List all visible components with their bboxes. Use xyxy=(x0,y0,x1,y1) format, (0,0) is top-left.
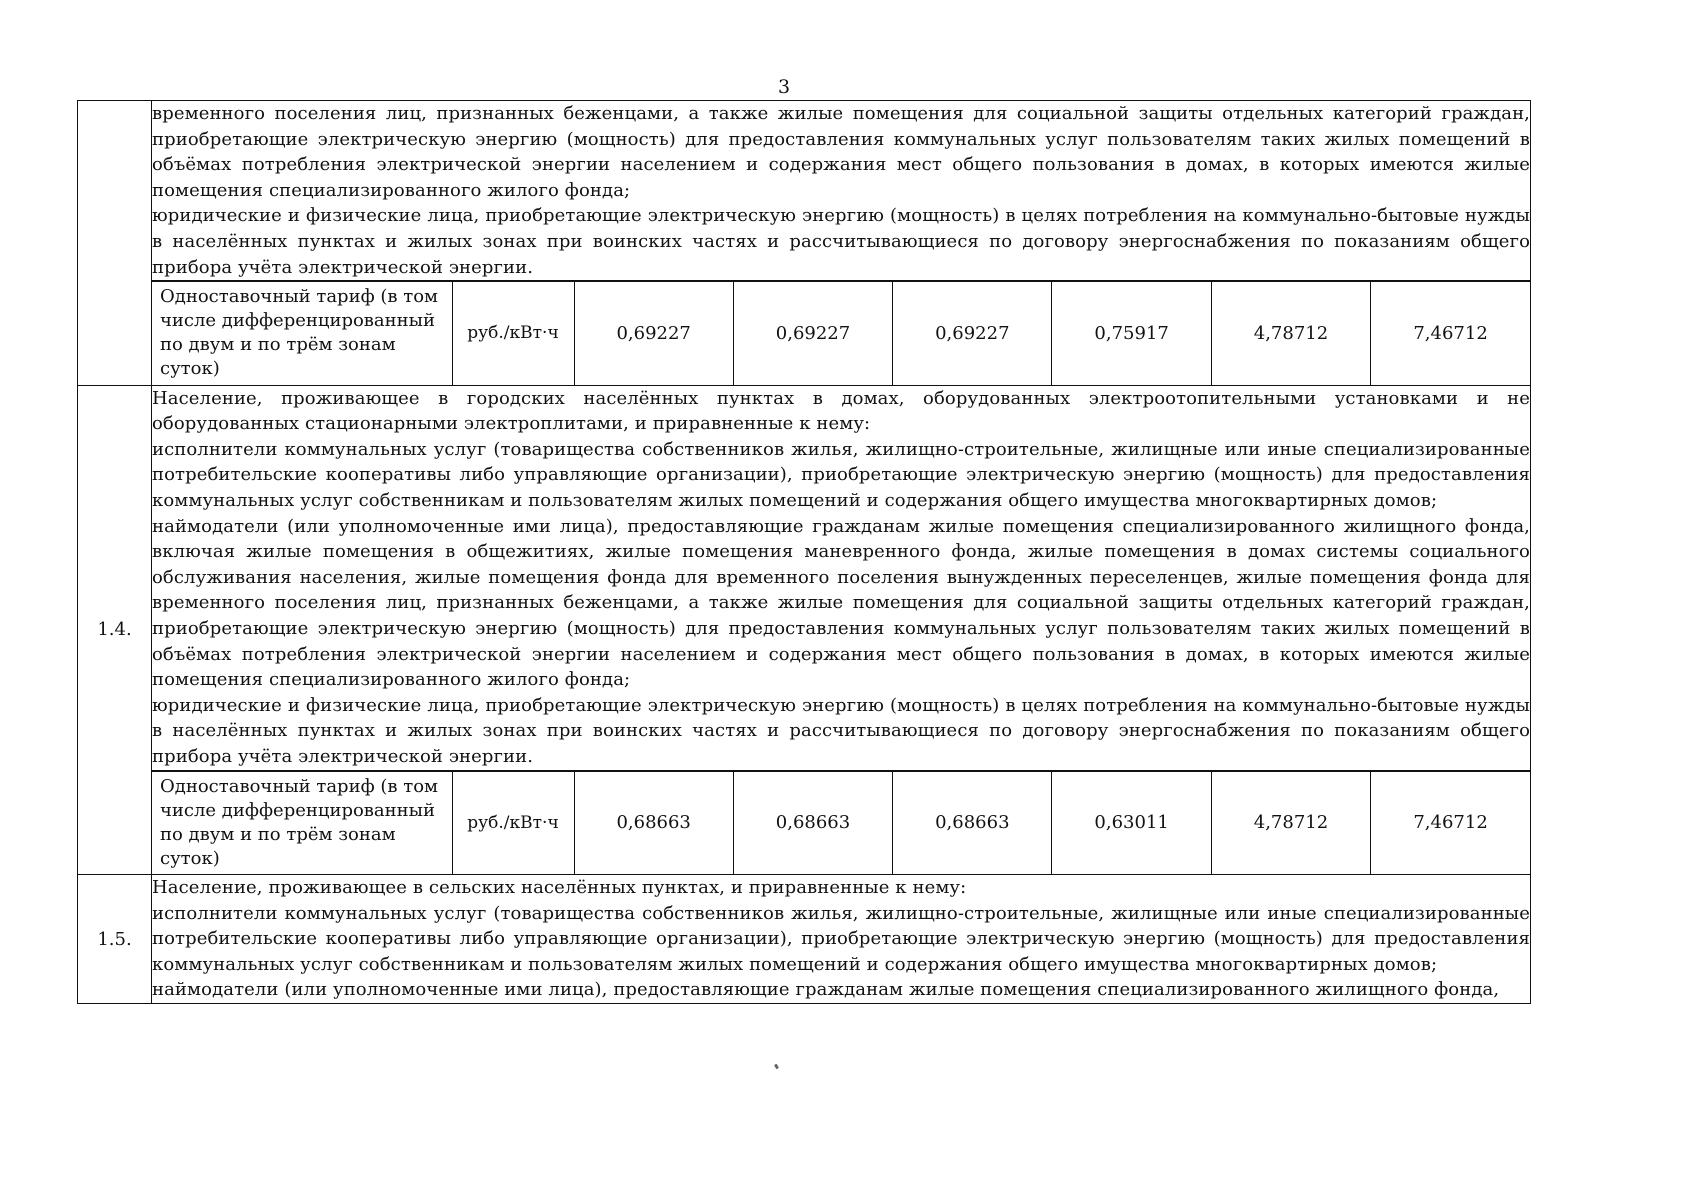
paragraph: временного поселения лиц, признанных беженцами, а также жилые помещения для социальной защиты отдельных категорий граждан, приобретающие электрическую энергию (мощность) для предоставления коммунальных услуг пользователям таких жилых помещений в объёмах потребления электрической энергии населением и содержания мест общего пользования в домах, в которых имеются жилые помещения специализированного жилого фонда; xyxy=(152,103,1530,201)
scan-mark xyxy=(774,1064,779,1070)
tariff-cell xyxy=(152,281,1531,386)
table-row-1-5 xyxy=(78,875,1531,1004)
tariff-row xyxy=(78,770,1531,875)
paragraph: юридические и физические лица, приобретающие электрическую энергию (мощность) в целях потребления на коммунально-бытовые нужды в населённых пунктах и жилых зонах при воинских частях и рассчитывающиеся по договору энергоснабжения по показаниям общего прибора учёта электрической энергии. xyxy=(152,694,1530,767)
row-description xyxy=(152,385,1531,770)
paragraph: исполнители коммунальных услуг (товарищества собственников жилья, жилищно-строительные, жилищные или иные специализированные потребительские кооперативы либо управляющие организации), приобретающие электрическую энергию (мощность) для предоставления коммунальных услуг собственникам и пользователям жилых помещений и содержания общего имущества многоквартирных домов; xyxy=(152,902,1530,975)
tariff-value: 0,69227 xyxy=(733,282,892,385)
tariff-table xyxy=(77,100,1531,1004)
paragraph: юридические и физические лица, приобретающие электрическую энергию (мощность) в целях потребления на коммунально-бытовые нужды в населённых пунктах и жилых зонах при воинских частях и рассчитывающиеся по договору энергоснабжения по показаниям общего прибора учёта электрической энергии. xyxy=(152,205,1530,278)
tariff-value: 7,46712 xyxy=(1371,282,1530,385)
paragraph: Население, проживающее в городских населённых пунктах в домах, оборудованных электроотопительными установками и не оборудованных стационарными электроплитами, и приравненные к нему: xyxy=(152,387,1530,435)
row-number: 1.4. xyxy=(78,385,152,874)
row-description xyxy=(152,101,1531,281)
table-row-continuation xyxy=(78,101,1531,281)
paragraph: наймодатели (или уполномоченные ими лица), предоставляющие гражданам жилые помещения специализированного жилищного фонда, включая жилые помещения в общежитиях, жилые помещения маневренного фонда, жилые помещения в домах системы социального обслуживания населения, жилые помещения фонда для временного поселения вынужденных переселенцев, жилые помещения фонда для временного поселения лиц, признанных беженцами, а также жилые помещения для социальной защиты отдельных категорий граждан, приобретающие электрическую энергию (мощность) для предоставления коммунальных услуг пользователям таких жилых помещений в объёмах потребления электрической энергии населением и содержания мест общего пользования в домах, в которых имеются жилые помещения специализированного жилого фонда; xyxy=(152,515,1530,691)
tariff-name: Одноставочный тариф (в том числе дифференцированный по двум и по трём зонам суток) xyxy=(152,771,452,874)
row-description xyxy=(152,875,1531,1004)
tariff-value: 0,75917 xyxy=(1052,282,1211,385)
row-number xyxy=(78,101,152,386)
tariff-value: 4,78712 xyxy=(1211,771,1370,874)
tariff-value: 0,69227 xyxy=(574,282,733,385)
tariff-values-table xyxy=(152,771,1530,875)
tariff-name: Одноставочный тариф (в том числе дифференцированный по двум и по трём зонам суток) xyxy=(152,282,452,385)
paragraph: наймодатели (или уполномоченные ими лица), предоставляющие гражданам жилые помещения специализированного жилищного фонда, xyxy=(152,979,1500,1001)
tariff-values-table xyxy=(152,281,1530,385)
tariff-value: 0,69227 xyxy=(893,282,1052,385)
tariff-unit: руб./кВт·ч xyxy=(452,771,574,874)
table-row-1-4 xyxy=(78,385,1531,770)
tariff-unit: руб./кВт·ч xyxy=(452,282,574,385)
tariff-value: 0,68663 xyxy=(733,771,892,874)
paragraph: исполнители коммунальных услуг (товарищества собственников жилья, жилищно-строительные, жилищные или иные специализированные потребительские кооперативы либо управляющие организации), приобретающие электрическую энергию (мощность) для предоставления коммунальных услуг собственникам и пользователям жилых помещений и содержания общего имущества многоквартирных домов; xyxy=(152,438,1530,512)
tariff-value: 0,68663 xyxy=(574,771,733,874)
page-number: 3 xyxy=(777,76,791,98)
row-number: 1.5. xyxy=(78,875,152,1004)
tariff-value: 4,78712 xyxy=(1211,282,1370,385)
tariff-cell xyxy=(152,770,1531,875)
paragraph: Население, проживающее в сельских населённых пунктах, и приравненные к нему: xyxy=(152,877,967,899)
tariff-value: 0,63011 xyxy=(1052,771,1211,874)
tariff-row xyxy=(78,281,1531,386)
tariff-value: 7,46712 xyxy=(1371,771,1530,874)
tariff-value: 0,68663 xyxy=(893,771,1052,874)
